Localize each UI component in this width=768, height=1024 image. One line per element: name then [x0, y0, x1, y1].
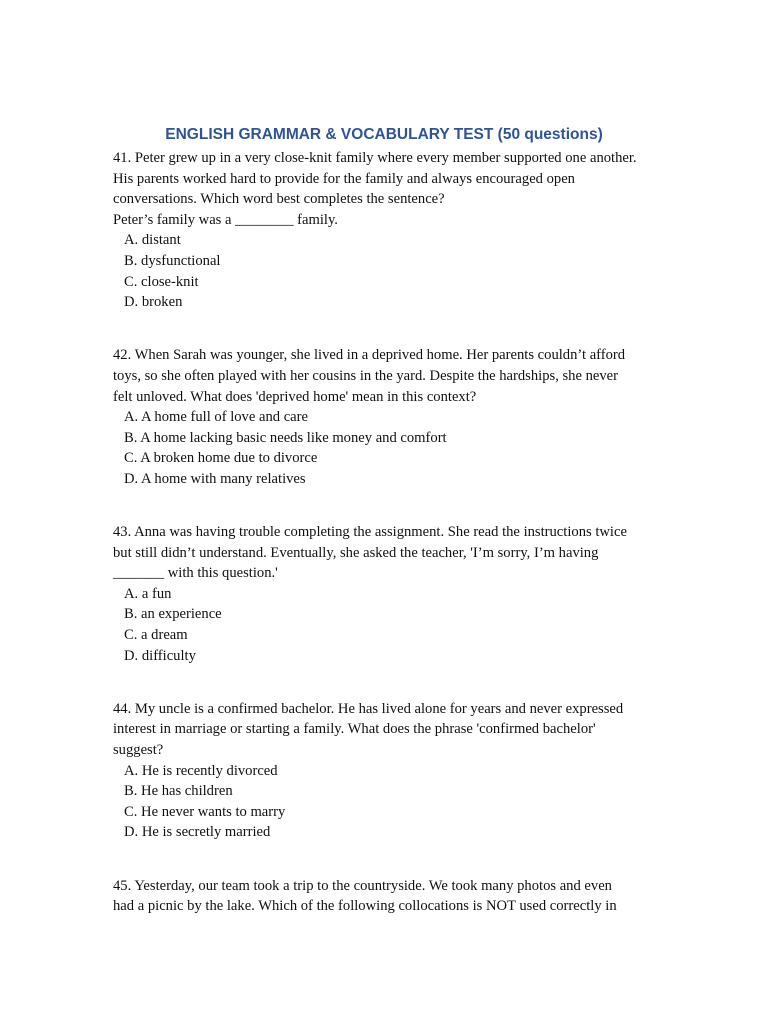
- question-text-line: Peter’s family was a ________ family.: [113, 211, 338, 228]
- question-text-line: conversations. Which word best completes the sentence?: [113, 191, 445, 208]
- question-text-line: 44. My uncle is a confirmed bachelor. He has lived alone for years and never expressed: [113, 700, 624, 717]
- question-text-line: 45. Yesterday, our team took a trip to the countryside. We took many photos and even: [113, 877, 612, 894]
- page-title: ENGLISH GRAMMAR & VOCABULARY TEST (50 questions): [165, 126, 603, 143]
- answer-option-a: A. a fun: [124, 585, 172, 602]
- answer-option-d: D. broken: [124, 294, 183, 311]
- answer-options: [113, 761, 673, 843]
- question-list: [113, 148, 673, 917]
- answer-option-c: C. close-knit: [124, 273, 199, 290]
- answer-option-b: B. A home lacking basic needs like money and comfort: [124, 429, 447, 446]
- question-text-line: 43. Anna was having trouble completing the assignment. She read the instructions twice: [113, 524, 627, 541]
- answer-option-a: A. distant: [124, 232, 181, 249]
- question-text-line: felt unloved. What does 'deprived home' mean in this context?: [113, 388, 477, 405]
- question-text-line: interest in marriage or starting a family. What does the phrase 'confirmed bachelor': [113, 721, 596, 738]
- answer-option-b: B. dysfunctional: [124, 252, 221, 269]
- question-45: [113, 876, 673, 917]
- answer-option-a: A. A home full of love and care: [124, 409, 308, 426]
- question-text-line: 42. When Sarah was younger, she lived in a deprived home. Her parents couldn’t afford: [113, 347, 626, 364]
- answer-option-c: C. He never wants to marry: [124, 803, 286, 820]
- question-text-line: 41. Peter grew up in a very close-knit family where every member supported one another.: [113, 150, 637, 166]
- question-text-line: His parents worked hard to provide for the family and always encouraged open: [113, 170, 575, 187]
- answer-option-d: D. A home with many relatives: [124, 470, 306, 487]
- answer-option-d: D. He is secretly married: [124, 824, 271, 841]
- question-42: [113, 345, 673, 489]
- question-text-line: but still didn’t understand. Eventually, she asked the teacher, 'I’m sorry, I’m having: [113, 544, 599, 561]
- question-44: [113, 699, 673, 843]
- question-text-line: _______ with this question.': [113, 565, 278, 582]
- answer-option-c: C. A broken home due to divorce: [124, 450, 318, 467]
- question-43: [113, 522, 673, 666]
- question-text-line: toys, so she often played with her cousins in the yard. Despite the hardships, she never: [113, 367, 618, 384]
- question-41: [113, 148, 673, 313]
- answer-option-d: D. difficulty: [124, 647, 196, 664]
- answer-options: [113, 230, 673, 312]
- answer-option-c: C. a dream: [124, 627, 188, 644]
- answer-options: [113, 584, 673, 666]
- answer-options: [113, 407, 673, 489]
- answer-option-b: B. an experience: [124, 606, 222, 623]
- answer-option-b: B. He has children: [124, 783, 233, 800]
- question-text-line: suggest?: [113, 742, 164, 759]
- answer-option-a: A. He is recently divorced: [124, 762, 278, 779]
- question-text-line: had a picnic by the lake. Which of the following collocations is NOT used correctly in: [113, 898, 617, 915]
